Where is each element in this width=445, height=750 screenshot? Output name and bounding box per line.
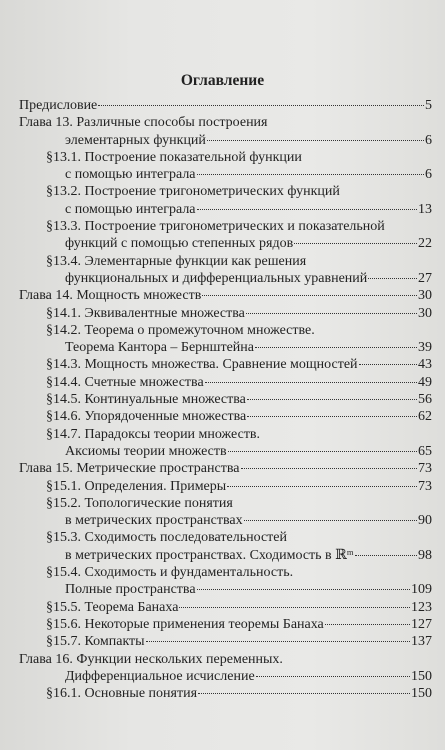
toc-page-number: 22: [418, 236, 432, 252]
dot-leader: [198, 693, 410, 694]
toc-entry: [19, 443, 432, 460]
toc-page-number: 27: [418, 270, 432, 286]
toc-entry-text: Глава 15. Метрические пространства: [19, 461, 240, 477]
toc-page-number: 65: [418, 443, 432, 459]
dot-leader: [355, 555, 417, 556]
toc-title: Оглавление: [180, 72, 265, 89]
toc-page-number: 98: [418, 547, 432, 563]
toc-entry-text: Полные пространства: [65, 582, 196, 598]
toc-page-number: 43: [418, 357, 432, 373]
toc-entry-text: §14.7. Парадоксы теории множеств.: [46, 426, 261, 442]
toc-entry-text: §15.2. Топологические понятия: [46, 495, 233, 511]
dot-leader: [294, 243, 417, 244]
toc-entry-text: функций с помощью степенных рядов: [65, 236, 294, 252]
dot-leader: [146, 641, 410, 642]
dot-leader: [197, 209, 417, 210]
toc-entry: [19, 685, 432, 702]
dot-leader: [227, 486, 417, 487]
dot-leader: [207, 140, 424, 141]
toc-page-number: 123: [411, 599, 432, 615]
dot-leader: [246, 313, 417, 314]
toc-entry: [19, 547, 432, 564]
toc-entry: [19, 391, 432, 408]
toc-entry-text: §13.3. Построение тригонометрических и показательной: [46, 219, 385, 235]
toc-entry-text: Глава 14. Мощность множеств: [19, 288, 202, 304]
dot-leader: [256, 676, 410, 677]
toc-entry-text: §15.4. Сходимость и фундаментальность.: [46, 565, 294, 581]
toc-page-number: 6: [425, 167, 432, 183]
toc-page-number: 127: [411, 616, 432, 632]
dot-leader: [179, 607, 410, 608]
dot-leader: [205, 382, 417, 383]
toc-entry: [19, 305, 432, 322]
toc-entry: [19, 201, 432, 218]
toc-entry-text: функциональных и дифференциальных уравнений: [65, 270, 368, 286]
toc-entry: [19, 339, 432, 356]
toc-entry-text: с помощью интеграла: [65, 201, 196, 217]
dot-leader: [197, 589, 410, 590]
toc-entry-text: §14.2. Теорема о промежуточном множестве.: [46, 322, 315, 338]
toc-entry: [19, 374, 432, 391]
table-of-contents: [19, 97, 432, 702]
dot-leader: [247, 399, 417, 400]
dot-leader: [197, 174, 424, 175]
toc-entry: [19, 616, 432, 633]
toc-entry-text: Глава 16. Функции нескольких переменных.: [19, 651, 283, 667]
toc-entry: [19, 529, 432, 546]
toc-entry: [19, 356, 432, 373]
toc-entry: [19, 132, 432, 149]
toc-entry-text: §16.1. Основные понятия: [46, 686, 198, 702]
toc-entry: [19, 408, 432, 425]
dot-leader: [368, 278, 417, 279]
toc-entry-text: §14.6. Упорядоченные множества: [46, 409, 247, 425]
dot-leader: [255, 347, 417, 348]
toc-entry: [19, 426, 432, 443]
toc-entry: [19, 495, 432, 512]
toc-page-number: 30: [418, 305, 432, 321]
toc-entry-text: в метрических пространствах. Сходимость в ℝᵐ: [65, 547, 354, 563]
toc-page-number: 90: [418, 513, 432, 529]
toc-entry: [19, 581, 432, 598]
dot-leader: [241, 468, 418, 469]
toc-entry: [19, 668, 432, 685]
dot-leader: [98, 105, 424, 106]
dot-leader: [325, 624, 410, 625]
toc-entry: [19, 322, 432, 339]
toc-entry-text: §14.1. Эквивалентные множества: [46, 305, 245, 321]
toc-page-number: 137: [411, 634, 432, 650]
toc-page-number: 5: [425, 98, 432, 113]
toc-entry: [19, 512, 432, 529]
toc-page-number: 6: [425, 132, 432, 148]
toc-entry-text: §15.7. Компакты: [46, 634, 145, 650]
dot-leader: [244, 520, 417, 521]
toc-page-number: 56: [418, 392, 432, 408]
toc-entry-text: §15.6. Некоторые применения теоремы Банаха: [46, 616, 324, 632]
toc-entry-text: §15.3. Сходимость последовательностей: [46, 530, 287, 546]
toc-entry: [19, 235, 432, 252]
toc-entry-text: §14.4. Счетные множества: [46, 374, 204, 390]
toc-entry-text: §14.3. Мощность множества. Сравнение мощностей: [46, 357, 358, 373]
toc-page-number: 39: [418, 340, 432, 356]
toc-entry-text: §13.1. Построение показательной функции: [46, 149, 302, 165]
dot-leader: [359, 364, 417, 365]
toc-entry: [19, 287, 432, 304]
toc-entry: [19, 114, 432, 131]
toc-page-number: 30: [418, 288, 432, 304]
toc-page-number: 150: [411, 668, 432, 684]
toc-entry: [19, 651, 432, 668]
toc-page-number: 150: [411, 686, 432, 702]
toc-entry-text: в метрических пространствах: [65, 513, 243, 529]
toc-page-number: 73: [418, 478, 432, 494]
toc-entry-text: Глава 13. Различные способы построения: [19, 115, 268, 131]
toc-entry: [19, 218, 432, 235]
toc-entry: [19, 270, 432, 287]
toc-entry: [19, 460, 432, 477]
toc-entry: [19, 633, 432, 650]
toc-entry-text: Аксиомы теории множеств: [65, 443, 227, 459]
toc-page-number: 13: [418, 201, 432, 217]
toc-entry: [19, 166, 432, 183]
toc-entry-text: §15.5. Теорема Банаха: [46, 599, 179, 615]
toc-entry: [19, 149, 432, 166]
toc-entry-text: §15.1. Определения. Примеры: [46, 478, 227, 494]
toc-entry: [19, 478, 432, 495]
toc-entry-text: §14.5. Континуальные множества: [46, 392, 246, 408]
toc-entry-text: элементарных функций: [65, 132, 206, 148]
toc-page-number: 49: [418, 374, 432, 390]
toc-entry-text: Предисловие: [19, 98, 98, 113]
toc-entry: [19, 183, 432, 200]
toc-page-number: 109: [411, 582, 432, 598]
toc-entry: [19, 564, 432, 581]
toc-page-number: 62: [418, 409, 432, 425]
toc-entry-text: Теорема Кантора – Бернштейна: [65, 340, 254, 356]
toc-entry-text: §13.2. Построение тригонометрических функций: [46, 184, 340, 200]
dot-leader: [247, 416, 417, 417]
toc-entry: [19, 253, 432, 270]
dot-leader: [228, 451, 417, 452]
toc-page-number: 73: [418, 461, 432, 477]
dot-leader: [202, 295, 417, 296]
toc-entry: [19, 599, 432, 616]
toc-entry: [19, 97, 432, 114]
toc-entry-text: §13.4. Элементарные функции как решения: [46, 253, 307, 269]
toc-entry-text: с помощью интеграла: [65, 167, 196, 183]
toc-entry-text: Дифференциальное исчисление: [65, 668, 255, 684]
